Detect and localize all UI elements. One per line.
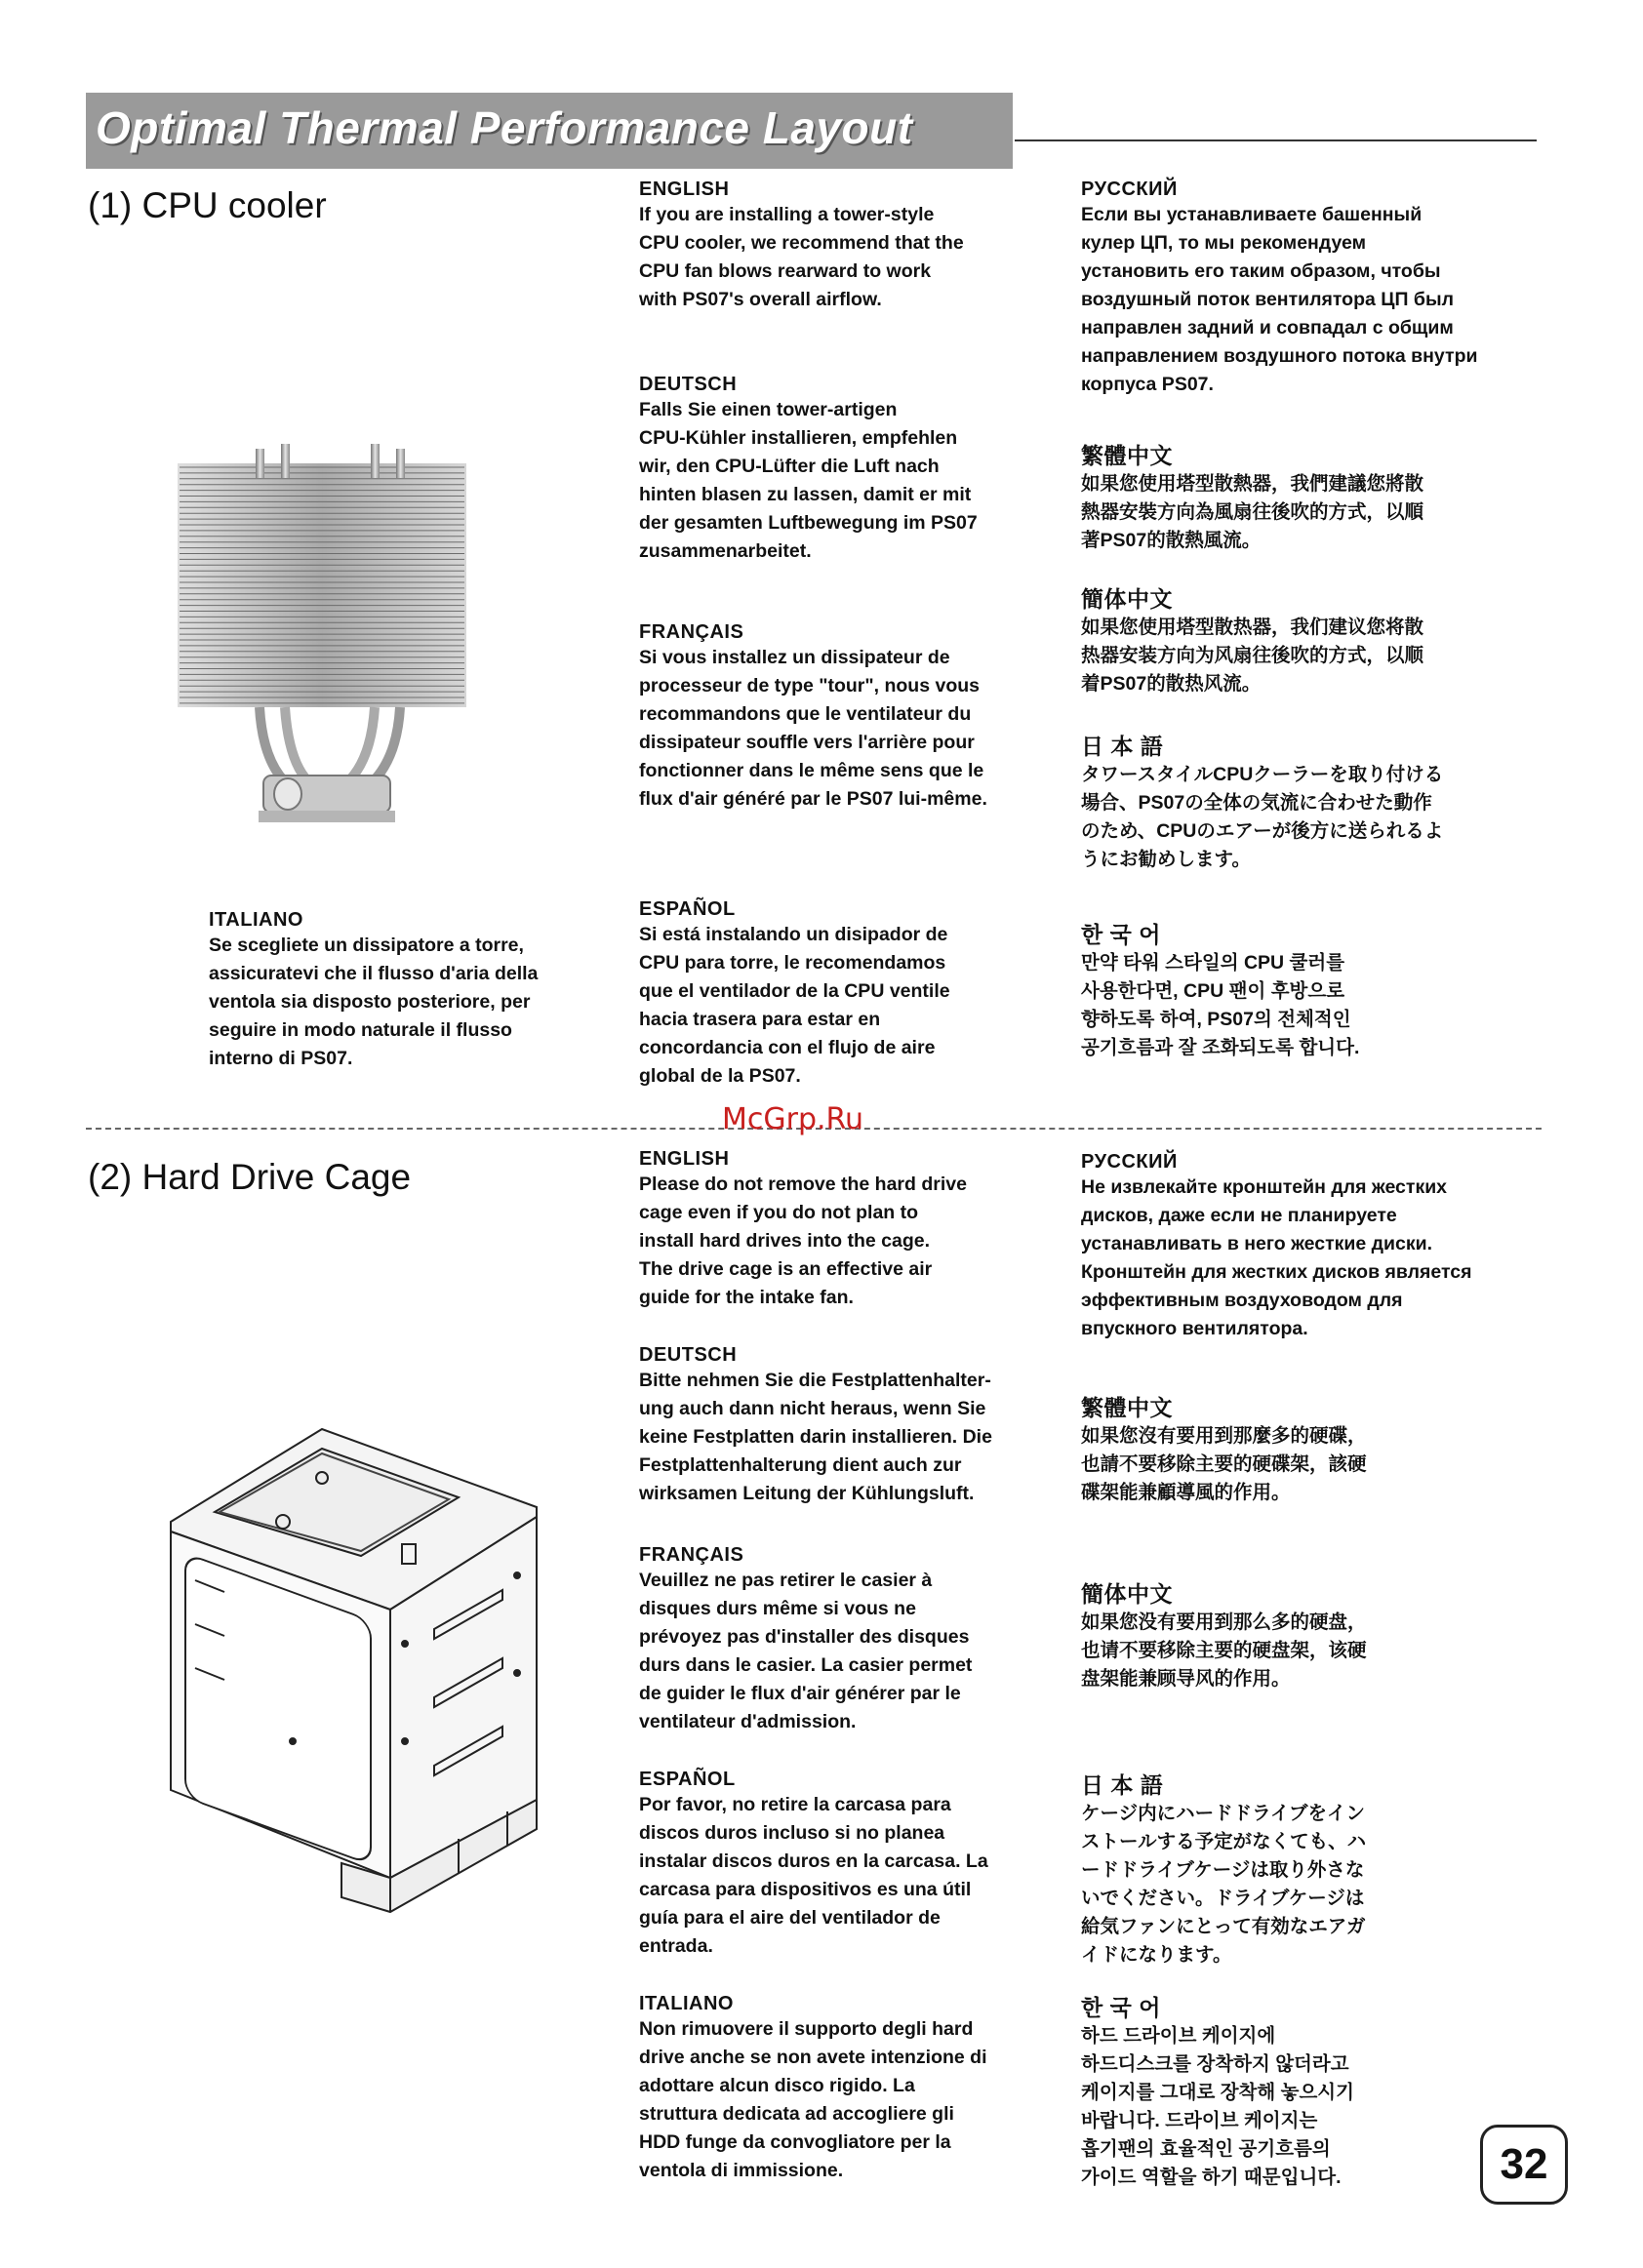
paragraph-simplified-chinese-2: 如果您没有要用到那么多的硬盘， 也请不要移除主要的硬盘架，该硬 盘架能兼顾导风的作用。 xyxy=(1081,1611,1367,1690)
paragraph-italiano: Se scegliete un dissipatore a torre, assicuratevi che il flusso d'aria della ventola sia disposto posteriore, per seguire in modo naturale il flusso interno di PS07. xyxy=(209,935,539,1069)
cpu-cooler-illustration xyxy=(166,444,478,844)
paragraph-russian: Если вы устанавливаете башенный кулер ЦП, то мы рекомендуем установить его таким образом, чтобы воздушный поток вентилятора ЦП был направлен задний и совпадал с общим направлением воздушного потока внутри корпуса PS07. xyxy=(1081,204,1478,395)
paragraph-traditional-chinese: 如果您使用塔型散熱器，我們建議您將散 熱器安裝方向為風扇往後吹的方式，以順 著PS07的散熱風流。 xyxy=(1081,473,1424,551)
title-rule xyxy=(1015,139,1537,141)
paragraph-deutsch-2: Bitte nehmen Sie die Festplattenhalter- ung auch dann nicht heraus, wenn Sie keine Festplatten darin installieren. Die Festplattenhalterung dient auch zur wirksamen Leitung der Kühlungsluft. xyxy=(639,1370,992,1504)
paragraph-korean-2: 하드 드라이브 케이지에 하드디스크를 장착하지 않더라고 케이지를 그대로 장착해 놓으시기 바랍니다. 드라이브 케이지는 흡기팬의 효율적인 공기흐름의 가이드 역할을 하기 때문입니다. xyxy=(1081,2025,1354,2188)
paragraph-deutsch: Falls Sie einen tower-artigen CPU-Kühler installieren, empfehlen wir, den CPU-Lüfter die Luft nach hinten blasen zu lassen, damit er mit der gesamten Luftbewegung im PS07 zusammenarbeitet. xyxy=(639,399,978,562)
paragraph-francais-2: Veuillez ne pas retirer le casier à disques durs même si vous ne prévoyez pas d'installer des disques durs dans le casier. La casier permet de guider le flux d'air générer par le ventilateur d'admission. xyxy=(639,1570,973,1732)
paragraph-francais: Si vous installez un dissipateur de processeur de type "tour", nous vous recommandons que le ventilateur du dissipateur souffle vers l'arrière pour fonctionner dans le même sens que le flux d'air généré par le PS07 lui-même. xyxy=(639,647,987,810)
lang-heading-russian-2: РУССКИЙ xyxy=(1081,1151,1178,1173)
paragraph-english: If you are installing a tower-style CPU cooler, we recommend that the CPU fan blows rearward to work with PS07's overall airflow. xyxy=(639,204,964,310)
paragraph-italiano-2: Non rimuovere il supporto degli hard drive anche se non avete intenzione di adottare alcun disco rigido. La struttura dedicata ad accogliere gli HDD funge da convogliatore per la ventola di immissione. xyxy=(639,2018,987,2181)
lang-heading-deutsch: DEUTSCH xyxy=(639,374,738,395)
watermark: McGrp.Ru xyxy=(722,1102,864,1136)
lang-heading-russian: РУССКИЙ xyxy=(1081,179,1178,200)
lang-heading-korean: 한 국 어 xyxy=(1081,922,1161,947)
lang-heading-traditional-chinese-2: 繁體中文 xyxy=(1081,1395,1173,1420)
lang-heading-simplified-chinese-2: 簡体中文 xyxy=(1081,1581,1173,1607)
lang-heading-francais-2: FRANÇAIS xyxy=(639,1544,744,1566)
lang-heading-english-2: ENGLISH xyxy=(639,1148,730,1170)
section-title-cpu-cooler: (1) CPU cooler xyxy=(88,185,327,225)
lang-heading-espanol: ESPAÑOL xyxy=(639,898,736,920)
lang-heading-francais: FRANÇAIS xyxy=(639,621,744,643)
lang-heading-japanese: 日 本 語 xyxy=(1081,734,1164,759)
lang-heading-japanese-2: 日 本 語 xyxy=(1081,1772,1164,1798)
paragraph-japanese-2: ケージ内にハードドライブをイン ストールする予定がなくても、ハ ードドライブケージは取り外さな いでください。ドライブケージは 給気ファンにとって有効なエアガ イドになります。 xyxy=(1081,1803,1367,1966)
lang-heading-espanol-2: ESPAÑOL xyxy=(639,1769,736,1790)
paragraph-russian-2: Не извлекайте кронштейн для жестких дисков, даже если не планируете устанавливать в него жесткие диски. Кронштейн для жестких дисков является эффективным воздуховодом для впускного вентилятора. xyxy=(1081,1176,1472,1339)
paragraph-traditional-chinese-2: 如果您沒有要用到那麼多的硬碟， 也請不要移除主要的硬碟架，該硬 碟架能兼顧導風的作用。 xyxy=(1081,1425,1367,1503)
paragraph-english-2: Please do not remove the hard drive cage even if you do not plan to install hard drives into the cage. The drive cage is an effective air guide for the intake fan. xyxy=(639,1174,967,1308)
lang-heading-deutsch-2: DEUTSCH xyxy=(639,1344,738,1366)
paragraph-korean: 만약 타워 스타일의 CPU 쿨러를 사용한다면, CPU 팬이 후방으로 향하도록 하여, PS07의 전체적인 공기흐름과 잘 조화되도록 합니다. xyxy=(1081,952,1360,1058)
paragraph-japanese: タワースタイルCPUクーラーを取り付ける 場合、PS07の全体の気流に合わせた動作 のため、CPUのエアーが後方に送られるよ うにお勧めします。 xyxy=(1081,764,1444,870)
lang-heading-korean-2: 한 국 어 xyxy=(1081,1995,1161,2020)
lang-heading-italiano-2: ITALIANO xyxy=(639,1993,734,2014)
lang-heading-italiano: ITALIANO xyxy=(209,909,303,931)
paragraph-espanol-2: Por favor, no retire la carcasa para discos duros incluso si no planea instalar discos duros en la carcasa. La carcasa para dispositivos es una útil guía para el aire del ventilador de entrada. xyxy=(639,1794,988,1957)
lang-heading-traditional-chinese: 繁體中文 xyxy=(1081,443,1173,468)
hard-drive-cage-illustration xyxy=(166,1419,546,1931)
lang-heading-simplified-chinese: 簡体中文 xyxy=(1081,586,1173,612)
page-number: 32 xyxy=(1480,2125,1568,2205)
lang-heading-english: ENGLISH xyxy=(639,179,730,200)
page-title: Optimal Thermal Performance Layout xyxy=(96,102,913,153)
paragraph-simplified-chinese: 如果您使用塔型散热器，我们建议您将散 热器安装方向为风扇往後吹的方式，以顺 着PS07的散热风流。 xyxy=(1081,617,1424,695)
section-title-hard-drive-cage: (2) Hard Drive Cage xyxy=(88,1157,412,1197)
paragraph-espanol: Si está instalando un disipador de CPU para torre, le recomendamos que el ventilador de la CPU ventile hacia trasera para estar en concordancia con el flujo de aire global de la PS07. xyxy=(639,924,950,1087)
